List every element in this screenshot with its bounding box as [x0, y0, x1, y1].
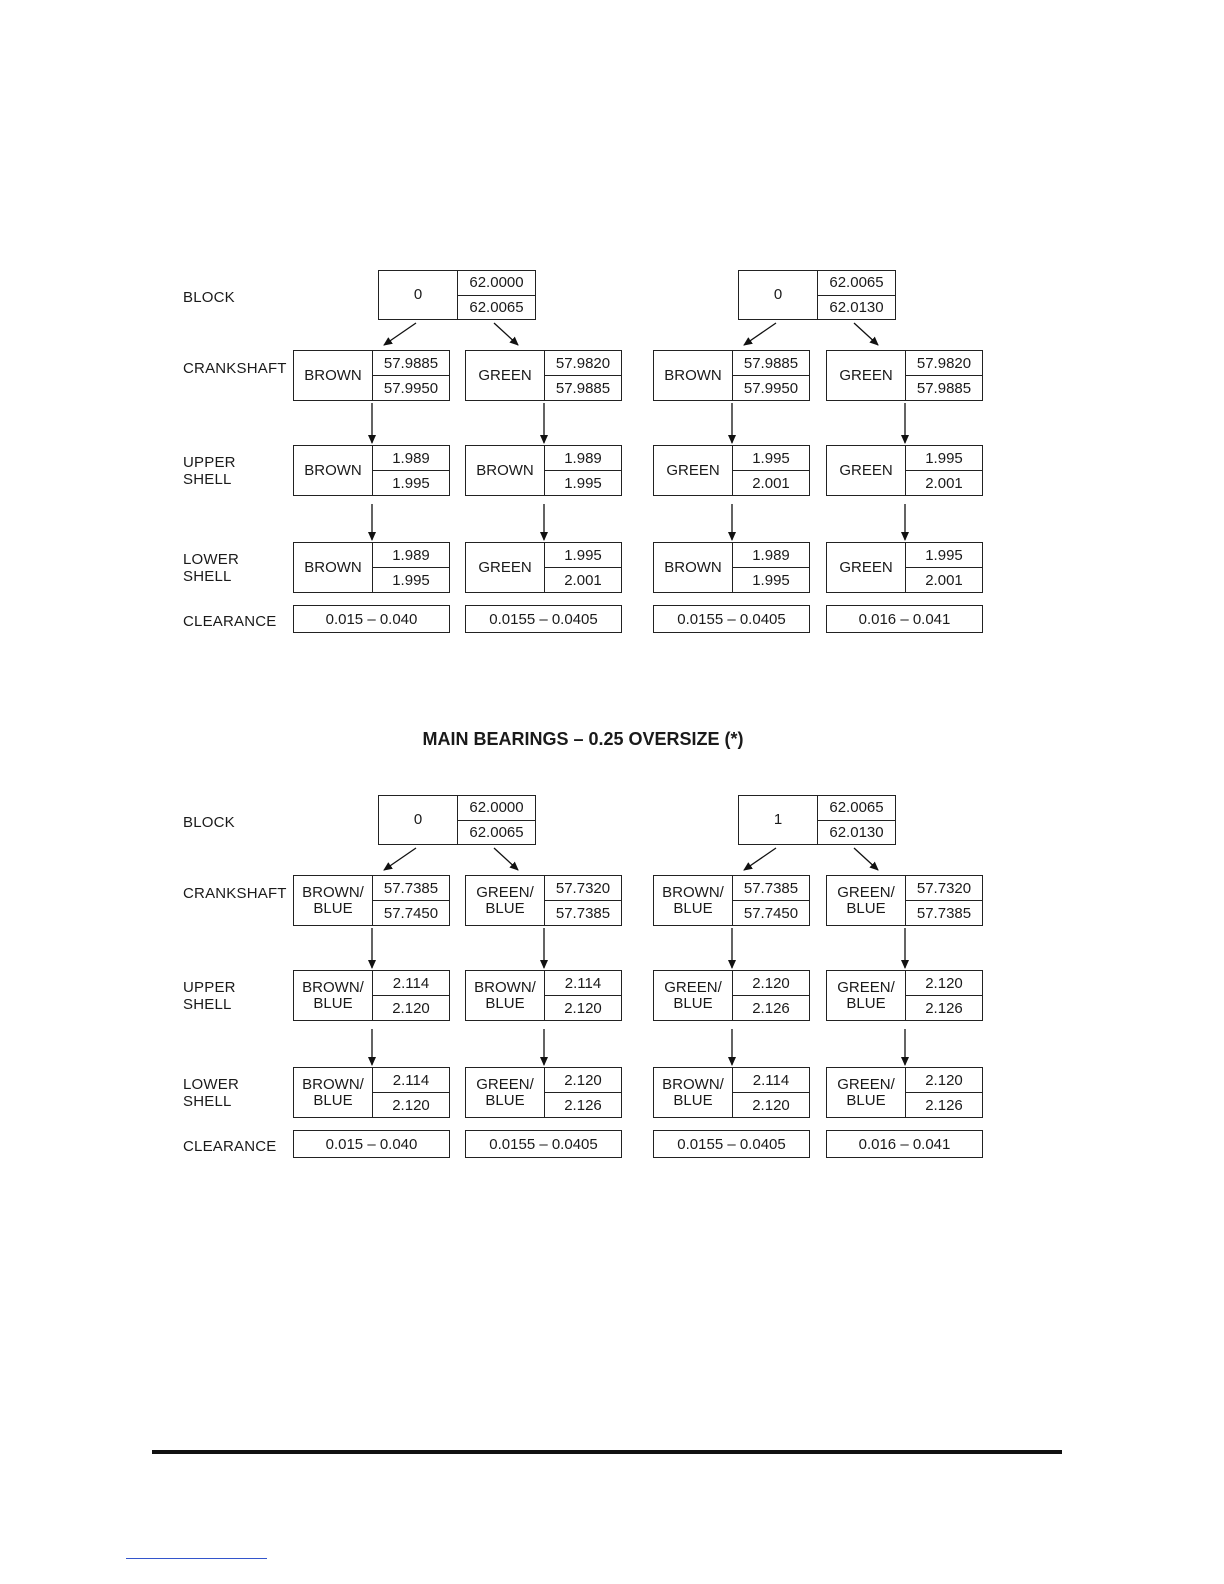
lower-shell-box	[653, 542, 810, 593]
lower-shell-box-top-value: 2.114	[392, 1071, 430, 1089]
upper-shell-box-bottom-value: 2.120	[373, 995, 449, 1020]
block-box-name: 1	[739, 796, 818, 844]
arrow-block-to-crank	[494, 323, 518, 345]
crankshaft-box-top-value: 57.7385	[383, 879, 439, 897]
crankshaft-box-bottom-value: 57.7385	[545, 900, 621, 925]
block-box	[378, 270, 536, 320]
crankshaft-box	[653, 350, 810, 401]
block-box-name: 0	[379, 796, 458, 844]
upper-shell-box	[653, 970, 810, 1021]
block-box-bottom-value: 62.0130	[818, 820, 895, 845]
lower-shell-box-bottom-value: 2.126	[906, 1092, 982, 1117]
lower-shell-box-top-value: 2.114	[752, 1071, 790, 1089]
upper-shell-box-name: BROWN	[466, 446, 545, 495]
lower-shell-box-bottom-value: 2.120	[373, 1092, 449, 1117]
row-label-crankshaft: CRANKSHAFT	[183, 360, 287, 377]
crankshaft-box-name: GREEN	[466, 351, 545, 400]
crankshaft-box-bottom-value: 57.9950	[373, 375, 449, 400]
upper-shell-box-bottom-value: 2.120	[545, 995, 621, 1020]
arrow-block-to-crank	[744, 848, 776, 870]
lower-shell-box	[293, 1067, 450, 1118]
lower-shell-box-name: GREEN	[827, 543, 906, 592]
crankshaft-box-bottom-value: 57.9885	[545, 375, 621, 400]
lower-shell-box-name: GREEN	[466, 543, 545, 592]
lower-shell-box	[465, 1067, 622, 1118]
block-box	[378, 795, 536, 845]
lower-shell-box-bottom-value: 2.001	[906, 567, 982, 592]
lower-shell-box-bottom-value: 2.126	[545, 1092, 621, 1117]
upper-shell-box-top-value: 1.989	[564, 449, 602, 467]
crankshaft-box-top-value: 57.7320	[555, 879, 611, 897]
row-label-crankshaft: CRANKSHAFT	[183, 885, 287, 902]
crankshaft-box	[293, 350, 450, 401]
crankshaft-box	[465, 350, 622, 401]
crankshaft-box-bottom-value: 57.7450	[733, 900, 809, 925]
clearance-box: 0.0155 – 0.0405	[465, 605, 622, 633]
lower-shell-box-bottom-value: 2.120	[733, 1092, 809, 1117]
clearance-box: 0.0155 – 0.0405	[653, 1130, 810, 1158]
row-label-lower-shell: LOWER SHELL	[183, 1076, 240, 1110]
upper-shell-box	[293, 445, 450, 496]
crankshaft-box-name: BROWN	[294, 351, 373, 400]
upper-shell-box-top-value: 2.120	[925, 974, 963, 992]
upper-shell-box-top-value: 2.120	[752, 974, 790, 992]
arrow-block-to-crank	[384, 323, 416, 345]
lower-shell-box	[826, 1067, 983, 1118]
upper-shell-box-bottom-value: 1.995	[373, 470, 449, 495]
crankshaft-box-name: BROWN	[654, 351, 733, 400]
lower-shell-box-name: GREEN/ BLUE	[466, 1068, 545, 1117]
crankshaft-box	[653, 875, 810, 926]
crankshaft-box-top-value: 57.9820	[555, 354, 611, 372]
section-title: MAIN BEARINGS – 0.25 OVERSIZE (*)	[422, 729, 744, 749]
clearance-box: 0.0155 – 0.0405	[465, 1130, 622, 1158]
lower-shell-box	[826, 542, 983, 593]
block-box-bottom-value: 62.0065	[458, 820, 535, 845]
upper-shell-box	[653, 445, 810, 496]
row-label-block: BLOCK	[183, 814, 235, 831]
lower-shell-box-name: GREEN/ BLUE	[827, 1068, 906, 1117]
upper-shell-box-name: GREEN	[654, 446, 733, 495]
arrow-block-to-crank	[854, 848, 878, 870]
upper-shell-box-bottom-value: 2.126	[906, 995, 982, 1020]
clearance-box: 0.016 – 0.041	[826, 1130, 983, 1158]
lower-shell-box	[293, 542, 450, 593]
crankshaft-box-bottom-value: 57.9950	[733, 375, 809, 400]
lower-shell-box-top-value: 1.989	[752, 546, 790, 564]
row-label-clearance: CLEARANCE	[183, 1138, 277, 1155]
row-label-clearance: CLEARANCE	[183, 613, 277, 630]
row-label-lower-shell: LOWER SHELL	[183, 551, 240, 585]
upper-shell-box-name: BROWN/ BLUE	[294, 971, 373, 1020]
crankshaft-box-top-value: 57.9885	[383, 354, 439, 372]
block-box	[738, 270, 896, 320]
block-box-top-value: 62.0065	[829, 274, 884, 292]
crankshaft-box	[293, 875, 450, 926]
row-label-upper-shell: UPPER SHELL	[183, 979, 236, 1013]
lower-shell-box-top-value: 1.995	[564, 546, 602, 564]
clearance-box: 0.016 – 0.041	[826, 605, 983, 633]
block-box-top-value: 62.0065	[829, 799, 884, 817]
upper-shell-box-name: GREEN/ BLUE	[827, 971, 906, 1020]
block-box-name: 0	[379, 271, 458, 319]
crankshaft-box-top-value: 57.7385	[743, 879, 799, 897]
upper-shell-box	[293, 970, 450, 1021]
crankshaft-box-name: BROWN/ BLUE	[654, 876, 733, 925]
block-box-bottom-value: 62.0065	[458, 295, 535, 320]
lower-shell-box-name: BROWN	[654, 543, 733, 592]
crankshaft-box	[465, 875, 622, 926]
upper-shell-box-bottom-value: 1.995	[545, 470, 621, 495]
upper-shell-box-top-value: 1.995	[925, 449, 963, 467]
lower-shell-box-bottom-value: 2.001	[545, 567, 621, 592]
upper-shell-box-bottom-value: 2.001	[733, 470, 809, 495]
upper-shell-box-top-value: 1.989	[392, 449, 430, 467]
crankshaft-box-top-value: 57.9885	[743, 354, 799, 372]
arrow-block-to-crank	[494, 848, 518, 870]
upper-shell-box	[826, 970, 983, 1021]
upper-shell-box-bottom-value: 2.126	[733, 995, 809, 1020]
block-box-bottom-value: 62.0130	[818, 295, 895, 320]
lower-shell-box	[653, 1067, 810, 1118]
upper-shell-box-top-value: 1.995	[752, 449, 790, 467]
lower-shell-box-bottom-value: 1.995	[733, 567, 809, 592]
crankshaft-box-bottom-value: 57.7450	[373, 900, 449, 925]
upper-shell-box-name: BROWN	[294, 446, 373, 495]
crankshaft-box-top-value: 57.7320	[916, 879, 972, 897]
block-box	[738, 795, 896, 845]
arrow-block-to-crank	[854, 323, 878, 345]
clearance-box: 0.0155 – 0.0405	[653, 605, 810, 633]
clearance-box: 0.015 – 0.040	[293, 1130, 450, 1158]
lower-shell-box-bottom-value: 1.995	[373, 567, 449, 592]
page-divider	[152, 1450, 1062, 1454]
lower-shell-box	[465, 542, 622, 593]
row-label-block: BLOCK	[183, 289, 235, 306]
upper-shell-box	[465, 445, 622, 496]
clearance-box: 0.015 – 0.040	[293, 605, 450, 633]
lower-shell-box-name: BROWN	[294, 543, 373, 592]
upper-shell-box-name: GREEN	[827, 446, 906, 495]
upper-shell-box-top-value: 2.114	[564, 974, 602, 992]
crankshaft-box	[826, 875, 983, 926]
lower-shell-box-top-value: 2.120	[925, 1071, 963, 1089]
block-box-name: 0	[739, 271, 818, 319]
row-label-upper-shell: UPPER SHELL	[183, 454, 236, 488]
lower-shell-box-top-value: 1.995	[925, 546, 963, 564]
upper-shell-box-top-value: 2.114	[392, 974, 430, 992]
lower-shell-box-name: BROWN/ BLUE	[294, 1068, 373, 1117]
crankshaft-box-name: GREEN/ BLUE	[827, 876, 906, 925]
block-box-top-value: 62.0000	[469, 274, 524, 292]
lower-shell-box-top-value: 2.120	[564, 1071, 602, 1089]
upper-shell-box-name: BROWN/ BLUE	[466, 971, 545, 1020]
block-box-top-value: 62.0000	[469, 799, 524, 817]
upper-shell-box	[826, 445, 983, 496]
crankshaft-box	[826, 350, 983, 401]
lower-shell-box-top-value: 1.989	[392, 546, 430, 564]
footnote-separator	[126, 1558, 267, 1559]
crankshaft-box-name: BROWN/ BLUE	[294, 876, 373, 925]
crankshaft-box-bottom-value: 57.9885	[906, 375, 982, 400]
upper-shell-box-name: GREEN/ BLUE	[654, 971, 733, 1020]
arrow-block-to-crank	[744, 323, 776, 345]
lower-shell-box-name: BROWN/ BLUE	[654, 1068, 733, 1117]
crankshaft-box-name: GREEN	[827, 351, 906, 400]
crankshaft-box-top-value: 57.9820	[916, 354, 972, 372]
upper-shell-box-bottom-value: 2.001	[906, 470, 982, 495]
crankshaft-box-bottom-value: 57.7385	[906, 900, 982, 925]
crankshaft-box-name: GREEN/ BLUE	[466, 876, 545, 925]
arrow-block-to-crank	[384, 848, 416, 870]
upper-shell-box	[465, 970, 622, 1021]
